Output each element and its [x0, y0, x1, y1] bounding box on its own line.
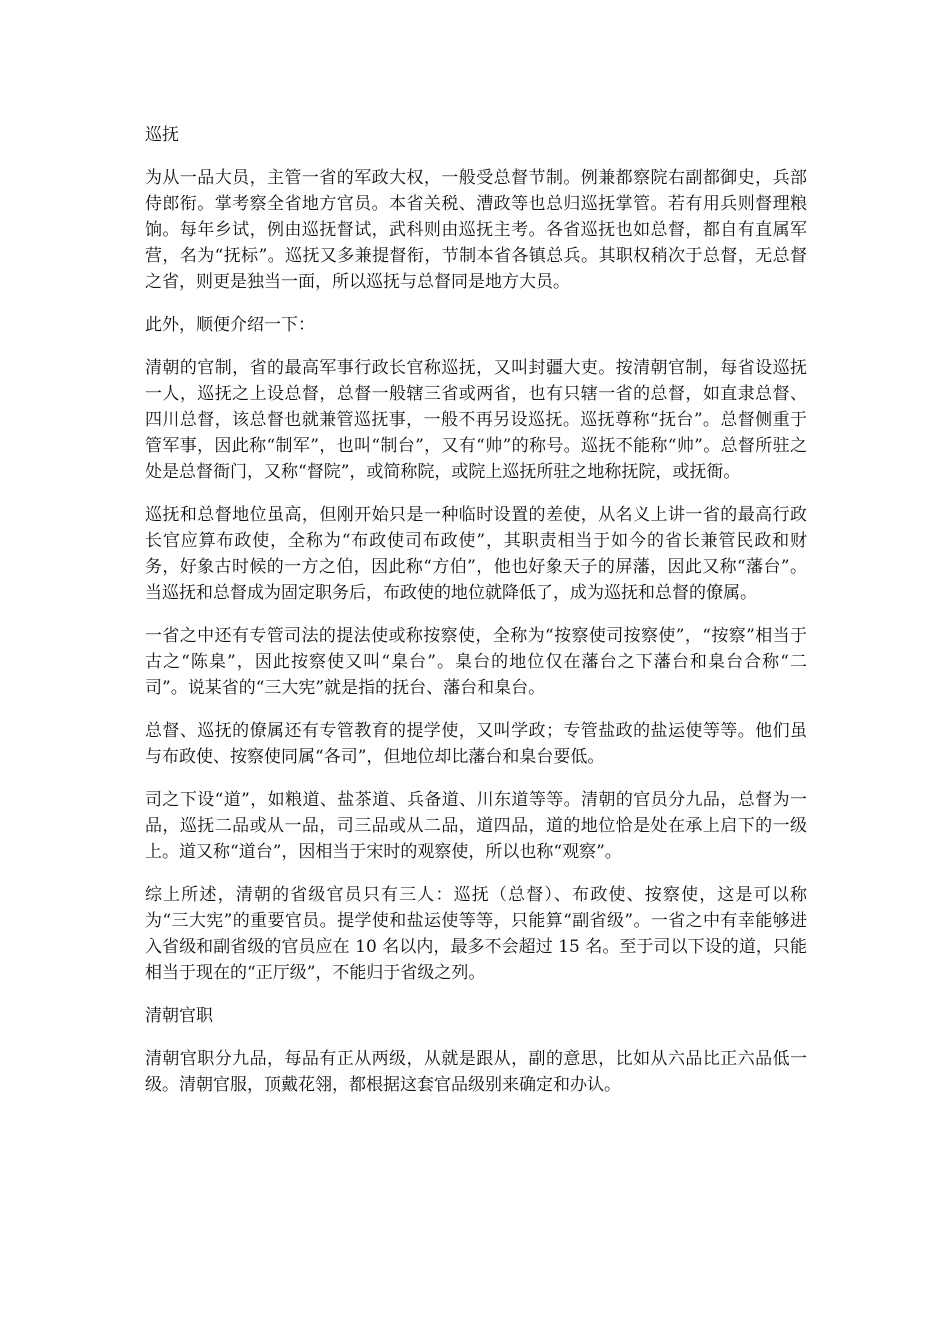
paragraph-anchashi: 一省之中还有专管司法的提法使或称按察使，全称为“按察使司按察使”，“按察”相当于古之“陈臬”，因此按察使又叫“臬台”。臬台的地位仅在藩台之下藩台和臬台合称“二司”。说某省的“三大宪”就是指的抚台、藩台和臬台。 — [145, 626, 807, 698]
paragraph-summary: 综上所述，清朝的省级官员只有三人：巡抚（总督）、布政使、按察使，这是可以称为“三大宪”的重要官员。提学使和盐运使等等，只能算“副省级”。一省之中有幸能够进入省级和副省级的官员应在 10 名以内，最多不会超过 15 名。至于司以下设的道，只能相当于现在的“正厅级”，不能归于省级之列。 — [145, 885, 807, 983]
paragraph-buzhengshi: 巡抚和总督地位虽高，但刚开始只是一种临时设置的差使，从名义上讲一省的最高行政长官应算布政使，全称为“布政使司布政使”，其职责相当于如今的省长兼管民政和财务，好象古时候的一方之伯，因此称“方伯”，他也好象天子的屏藩，因此又称“藩台”。当巡抚和总督成为固定职务后，布政使的地位就降低了，成为巡抚和总督的僚属。 — [145, 505, 807, 603]
paragraph-dao: 司之下设“道”，如粮道、盐茶道、兵备道、川东道等等。清朝的官员分九品，总督为一品，巡抚二品或从一品，司三品或从二品，道四品，道的地位恰是处在承上启下的一级上。道又称“道台”，因相当于宋时的观察使，所以也称“观察”。 — [145, 790, 807, 862]
paragraph-subordinates: 总督、巡抚的僚属还有专管教育的提学使，又叫学政；专管盐政的盐运使等等。他们虽与布政使、按察使同属“各司”，但地位却比藩台和臬台要低。 — [145, 721, 807, 767]
paragraph-nine-ranks: 清朝官职分九品，每品有正从两级，从就是跟从，副的意思，比如从六品比正六品低一级。清朝官服，顶戴花翎，都根据这套官品级别来确定和办认。 — [145, 1049, 807, 1095]
document-page — [145, 122, 807, 1115]
paragraph-xunfu-duties: 为从一品大员，主管一省的军政大权，一般受总督节制。例兼都察院右副都御史，兵部侍郎衔。掌考察全省地方官员。本省关税、漕政等也总归巡抚掌管。若有用兵则督理粮饷。每年乡试，例由巡抚督试，武科则由巡抚主考。各省巡抚也如总督，都自有直属军营，名为“抚标”。巡抚又多兼提督衔，节制本省各镇总兵。其职权稍次于总督，无总督之省，则更是独当一面，所以巡抚与总督同是地方大员。 — [145, 168, 807, 292]
paragraph-intro: 此外，顺便介绍一下： — [145, 315, 315, 335]
section-heading-qing-ranks: 清朝官职 — [145, 1006, 213, 1026]
section-heading-xunfu: 巡抚 — [145, 125, 179, 145]
paragraph-qing-official-system: 清朝的官制，省的最高军事行政长官称巡抚，又叫封疆大吏。按清朝官制，每省设巡抚一人，巡抚之上设总督，总督一般辖三省或两省，也有只辖一省的总督，如直隶总督、四川总督，该总督也就兼管巡抚事，一般不再另设巡抚。巡抚尊称“抚台”。总督侧重于管军事，因此称“制军”，也叫“制台”，又有“帅”的称号。巡抚不能称“帅”。总督所驻之处是总督衙门，又称“督院”，或简称院，或院上巡抚所驻之地称抚院，或抚衙。 — [145, 358, 807, 482]
